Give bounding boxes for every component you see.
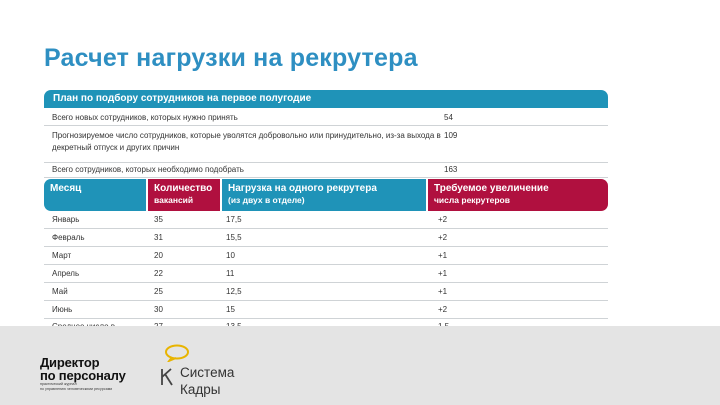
cell-month: Февраль	[52, 233, 85, 242]
logo1-line1: Директор	[40, 355, 100, 370]
cell-vacancies: 35	[154, 215, 163, 224]
cell-load: 15,5	[226, 233, 242, 242]
column-header-required-line2: числа рекрутеров	[434, 195, 510, 205]
table-row	[44, 229, 608, 247]
cell-required: +1	[438, 269, 448, 278]
plan-row-value: 109	[444, 131, 458, 140]
cell-required: +1	[438, 287, 448, 296]
cell-vacancies: 22	[154, 269, 163, 278]
k-mark-icon	[160, 367, 174, 387]
column-header-vacancies	[148, 179, 220, 211]
logo1-tagline2: по управлению человеческими ресурсами	[40, 386, 113, 391]
column-header-required-line1: Требуемое увеличение	[434, 183, 549, 194]
slide-title: Расчет нагрузки на рекрутера	[44, 44, 418, 72]
speech-bubble-icon	[164, 344, 190, 362]
cell-month: Март	[52, 251, 72, 260]
logo2-line2: Кадры	[180, 382, 221, 397]
column-header-required	[428, 179, 608, 211]
column-header-vacancies-line2: вакансий	[154, 195, 194, 205]
plan-row-value: 54	[444, 113, 453, 122]
cell-month: Апрель	[52, 269, 80, 278]
cell-load: 10	[226, 251, 235, 260]
cell-vacancies: 31	[154, 233, 163, 242]
recruiter-load-table	[44, 90, 608, 349]
table-row	[44, 211, 608, 229]
footer-bar	[0, 326, 720, 405]
cell-vacancies: 20	[154, 251, 163, 260]
column-header-load	[222, 179, 426, 211]
plan-row-value: 163	[444, 165, 458, 174]
plan-row-label: Всего сотрудников, которых необходимо подобрать	[52, 165, 244, 174]
plan-row	[44, 163, 608, 178]
column-header-month	[44, 179, 146, 211]
logo2-line1: Система	[180, 365, 235, 380]
plan-row-label: Всего новых сотрудников, которых нужно принять	[52, 113, 238, 122]
cell-month: Май	[52, 287, 68, 296]
cell-month: Июнь	[52, 305, 73, 314]
table-row	[44, 247, 608, 265]
cell-load: 17,5	[226, 215, 242, 224]
cell-required: +2	[438, 305, 448, 314]
plan-row	[44, 126, 608, 163]
column-header-load-line2: (из двух в отделе)	[228, 195, 305, 205]
cell-vacancies: 30	[154, 305, 163, 314]
column-header-month-label: Месяц	[50, 183, 82, 194]
table-row	[44, 283, 608, 301]
logo1-tagline1: практический журнал	[40, 382, 77, 386]
table-row	[44, 301, 608, 319]
cell-month: Январь	[52, 215, 80, 224]
month-table-header	[44, 179, 608, 211]
cell-required: +2	[438, 215, 448, 224]
cell-load: 11	[226, 269, 235, 278]
column-header-vacancies-line1: Количество	[154, 183, 213, 194]
plan-row-label: Прогнозируемое число сотрудников, которые уволятся добровольно или принудительно, из-за выхода в декретный отпуск и других причин	[52, 131, 441, 152]
plan-row	[44, 108, 608, 126]
cell-load: 15	[226, 305, 235, 314]
plan-header: План по подбору сотрудников на первое полугодие	[44, 90, 608, 108]
table-row	[44, 265, 608, 283]
logo1-line2: по персоналу	[40, 368, 126, 383]
cell-required: +2	[438, 233, 448, 242]
sistema-kadry-logo	[160, 344, 250, 397]
cell-required: +1	[438, 251, 448, 260]
director-po-personalu-logo	[40, 356, 126, 391]
column-header-load-line1: Нагрузка на одного рекрутера	[228, 183, 377, 194]
cell-load: 12,5	[226, 287, 242, 296]
cell-vacancies: 25	[154, 287, 163, 296]
